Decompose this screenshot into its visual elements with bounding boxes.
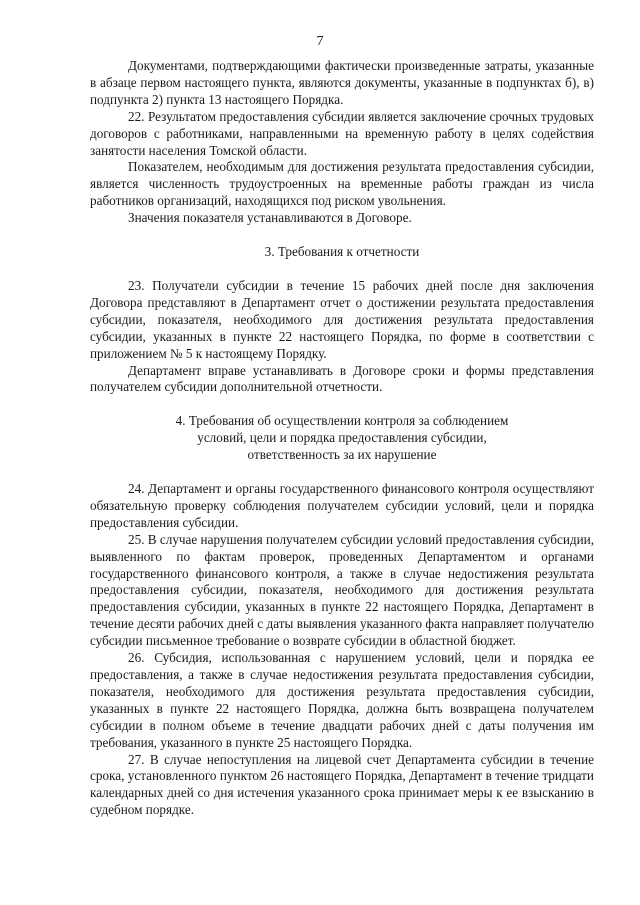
- paragraph-24: 24. Департамент и органы государственного финансового контроля осуществляют обязательную проверку соблюдения получателем субсидии условий, цели и порядка предоставления субсидии.: [90, 481, 594, 530]
- paragraph-22: 22. Результатом предоставления субсидии является заключение срочных трудовых договоров с работниками, направленными на временную работу в целях содействия занятости населения Томской области.: [90, 108, 594, 158]
- section-3-heading: 3. Требования к отчетности: [264, 244, 420, 260]
- paragraph-indicator: Показателем, необходимым для достижения результата предоставления субсидии, является численность трудоустроенных на временные работы граждан из числа работников организаций, находящихся под риском увольнения.: [90, 159, 594, 209]
- paragraph-27: 27. В случае непоступления на лицевой счет Департамента субсидии в течение срока, установленного пунктом 26 настоящего Порядка, Департамент в течение тридцати календарных дней со дня истечения указанного срока принимает меры к ее взысканию в судебном порядке.: [90, 751, 594, 818]
- paragraph-additional-reporting: Департамент вправе устанавливать в Договоре сроки и формы представления получателем субсидии дополнительной отчетности.: [90, 362, 594, 395]
- paragraph-25: 25. В случае нарушения получателем субсидии условий предоставления субсидии, выявленного по фактам проверок, проведенных Департаментом и органами государственного финансового контроля, а также в случае недостижения результата предоставления субсидии, показателя, необходимого для достижения результата предоставления субсидии, указанных в пункте 22 настоящего Порядка, Департамент в течение десяти рабочих дней с даты выявления указанного факта направляет получателю субсидии письменное требование о возврате субсидии в областной бюджет.: [90, 531, 594, 649]
- document-body: [90, 58, 594, 819]
- paragraph-indicator-values: Значения показателя устанавливаются в Договоре.: [128, 210, 412, 226]
- page-number: 7: [316, 34, 324, 49]
- paragraph-23: 23. Получатели субсидии в течение 15 рабочих дней после дня заключения Договора представляют в Департамент отчет о достижении результата предоставления субсидии, показателя, необходимого для достижения результата предоставления субсидии, указанных в пункте 22 настоящего Порядка, по форме в соответствии с приложением № 5 к настоящему Порядку.: [90, 277, 594, 361]
- paragraph-26: 26. Субсидия, использованная с нарушением условий, цели и порядка ее предоставления, а также в случае недостижения результата предоставления субсидии, показателя, необходимого для достижения результата предоставления субсидии, указанных в пункте 22 настоящего Порядка, должна быть возвращена получателем субсидии в полном объеме в течение двадцати рабочих дней с даты получения им требования, указанного в пункте 25 настоящего Порядка.: [90, 650, 594, 750]
- section-4-heading: [90, 413, 594, 464]
- paragraph-documents: Документами, подтверждающими фактически произведенные затраты, указанные в абзаце первом настоящего пункта, являются документы, указанные в подпунктах б), в) подпункта 2) пункта 13 настоящего Порядка.: [90, 58, 594, 107]
- section-4-heading-line: ответственность за их нарушение: [247, 447, 437, 463]
- section-4-heading-line: условий, цели и порядка предоставления субсидии,: [197, 430, 487, 446]
- section-4-heading-line: 4. Требования об осуществлении контроля за соблюдением: [175, 413, 509, 429]
